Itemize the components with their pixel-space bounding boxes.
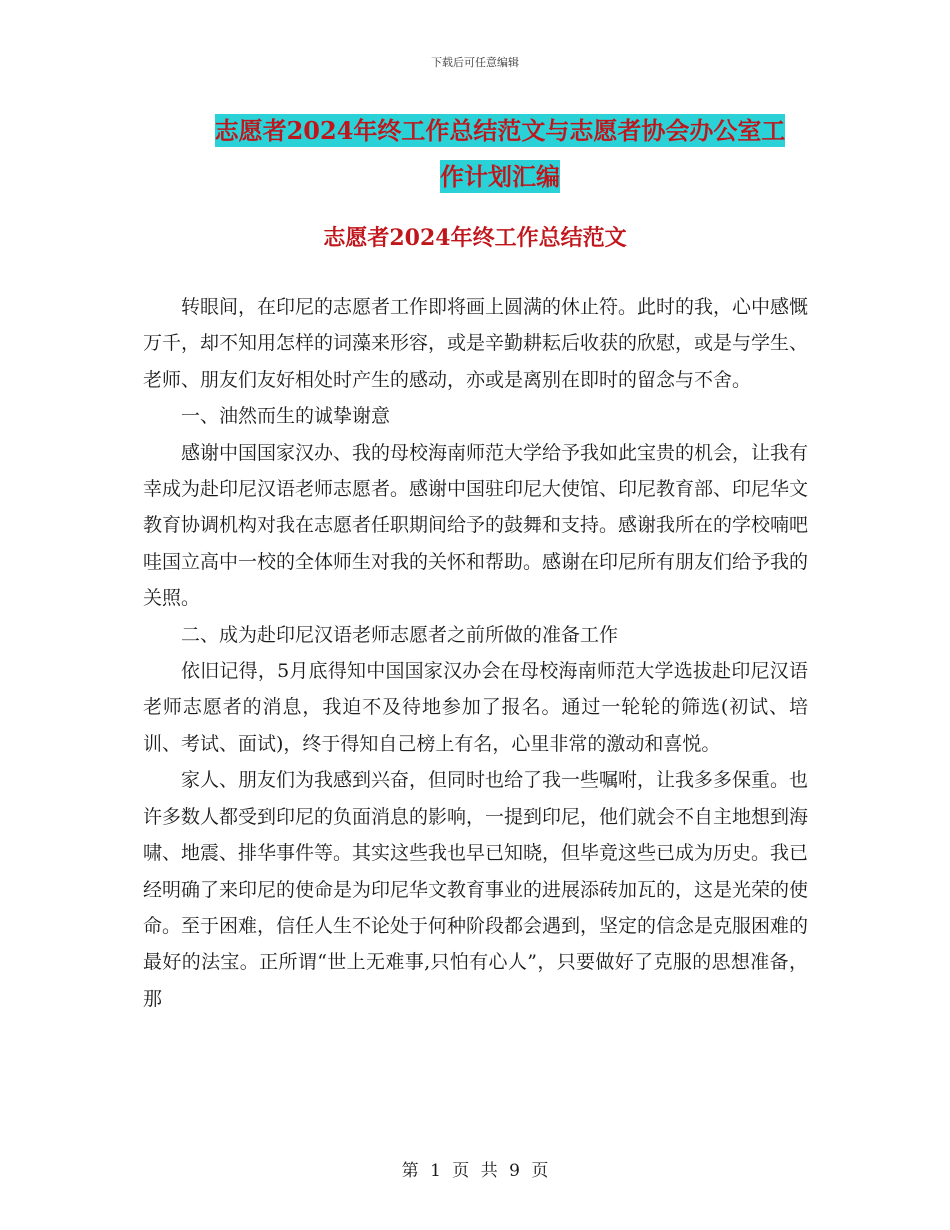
section-title: 志愿者2024年终工作总结范文 bbox=[323, 225, 627, 251]
paragraph-selection: 依旧记得，5月底得知中国国家汉办会在母校海南师范大学选拔赴印尼汉语老师志愿者的消息，我迫不及待地参加了报名。通过一轮轮的筛选(初试、培训、考试、面试)，终于得知自己榜上有名，心里非常的激动和喜悦。 bbox=[143, 660, 808, 755]
page-header-note: 下载后可任意编辑 bbox=[431, 56, 519, 69]
paragraph-gratitude: 感谢中国国家汉办、我的母校海南师范大学给予我如此宝贵的机会，让我有幸成为赴印尼汉语老师志愿者。感谢中国驻印尼大使馆、印尼教育部、印尼华文教育协调机构对我在志愿者任职期间给予的鼓舞和支持。感谢我所在的学校喃吧哇国立高中一校的全体师生对我的关怀和帮助。感谢在印尼所有朋友们给予我的关照。 bbox=[143, 441, 809, 610]
page-number-footer: 第 1 页 共 9 页 bbox=[401, 1161, 549, 1181]
main-title-line-2: 作计划汇编 bbox=[440, 162, 560, 191]
document-main-title bbox=[150, 108, 850, 200]
main-title-line-1: 志愿者2024年终工作总结范文与志愿者协会办公室工 bbox=[214, 116, 786, 145]
heading-preparation: 二、成为赴印尼汉语老师志愿者之前所做的准备工作 bbox=[181, 623, 619, 646]
paragraph-intro: 转眼间，在印尼的志愿者工作即将画上圆满的休止符。此时的我，心中感慨万千，却不知用怎样的词藻来形容，或是辛勤耕耘后收获的欣慰，或是与学生、老师、朋友们友好相处时产生的感动，亦或是离别在即时的留念与不舍。 bbox=[143, 296, 809, 391]
heading-gratitude: 一、油然而生的诚挚谢意 bbox=[181, 405, 391, 428]
paragraph-family: 家人、朋友们为我感到兴奋，但同时也给了我一些嘱咐，让我多多保重。也许多数人都受到印尼的负面消息的影响，一提到印尼，他们就会不自主地想到海啸、地震、排华事件等。其实这些我也早已知晓，但毕竟这些已成为历史。我已经明确了来印尼的使命是为印尼华文教育事业的进展添砖加瓦的，这是光荣的使命。至于困难，信任人生不论处于何种阶段都会遇到，坚定的信念是克服困难的最好的法宝。正所谓“世上无难事,只怕有心人”，只要做好了克服的思想准备，那 bbox=[143, 769, 809, 1010]
document-body bbox=[143, 289, 808, 1017]
